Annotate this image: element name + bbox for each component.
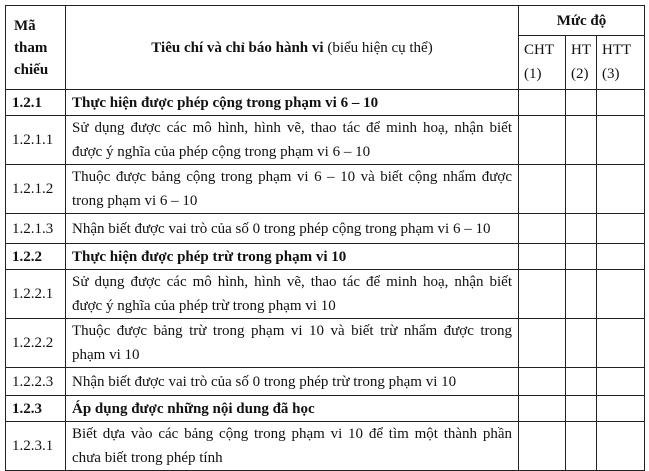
row-code: 1.2.3.1 xyxy=(6,422,66,471)
row-code: 1.2.3 xyxy=(6,396,66,422)
level-cell-htt[interactable] xyxy=(597,368,645,396)
row-criteria: Thuộc được bảng cộng trong phạm vi 6 – 10 và biết cộng nhẩm được trong phạm vi 6 – 10 xyxy=(66,165,519,214)
row-criteria: Nhận biết được vai trò của số 0 trong phép trừ trong phạm vi 10 xyxy=(66,368,519,396)
level-cell-htt[interactable] xyxy=(597,214,645,244)
level-cell-htt[interactable] xyxy=(597,270,645,319)
row-code: 1.2.2 xyxy=(6,244,66,270)
row-code: 1.2.2.2 xyxy=(6,319,66,368)
table-row xyxy=(6,396,645,422)
table-row xyxy=(6,368,645,396)
table-row xyxy=(6,214,645,244)
level-cell-ht[interactable] xyxy=(566,396,597,422)
row-code: 1.2.1.2 xyxy=(6,165,66,214)
level-cell-cht[interactable] xyxy=(519,116,566,165)
level-cell-cht[interactable] xyxy=(519,319,566,368)
level-cell-ht[interactable] xyxy=(566,116,597,165)
row-criteria: Sử dụng được các mô hình, hình vẽ, thao tác để minh hoạ, nhận biết được ý nghĩa của phép cộng trong phạm vi 6 – 10 xyxy=(66,116,519,165)
level-cell-cht[interactable] xyxy=(519,270,566,319)
table-row xyxy=(6,165,645,214)
table-row xyxy=(6,319,645,368)
level-cell-ht[interactable] xyxy=(566,270,597,319)
level-cell-ht[interactable] xyxy=(566,244,597,270)
level-cell-cht[interactable] xyxy=(519,368,566,396)
level-cell-htt[interactable] xyxy=(597,319,645,368)
table-row xyxy=(6,90,645,116)
level-cell-htt[interactable] xyxy=(597,422,645,471)
level-cell-cht[interactable] xyxy=(519,214,566,244)
level-cell-ht[interactable] xyxy=(566,422,597,471)
level-cell-cht[interactable] xyxy=(519,396,566,422)
row-criteria: Áp dụng được những nội dung đã học xyxy=(66,396,519,422)
criteria-table xyxy=(5,5,645,471)
header-criteria xyxy=(66,6,519,90)
row-code: 1.2.1 xyxy=(6,90,66,116)
row-code: 1.2.2.3 xyxy=(6,368,66,396)
header-criteria-note: (biểu hiện cụ thể) xyxy=(323,39,433,56)
header-criteria-bold: Tiêu chí và chỉ báo hành vi xyxy=(151,39,324,56)
row-criteria: Thực hiện được phép trừ trong phạm vi 10 xyxy=(66,244,519,270)
header-level-htt: HTT (3) xyxy=(597,36,645,90)
level-cell-htt[interactable] xyxy=(597,116,645,165)
row-code: 1.2.1.1 xyxy=(6,116,66,165)
table-row xyxy=(6,422,645,471)
level-cell-ht[interactable] xyxy=(566,319,597,368)
row-criteria: Biết dựa vào các bảng cộng trong phạm vi 10 để tìm một thành phần chưa biết trong phép tính xyxy=(66,422,519,471)
row-criteria: Nhận biết được vai trò của số 0 trong phép cộng trong phạm vi 6 – 10 xyxy=(66,214,519,244)
level-cell-htt[interactable] xyxy=(597,396,645,422)
header-level-cht: CHT (1) xyxy=(519,36,566,90)
level-cell-cht[interactable] xyxy=(519,165,566,214)
level-cell-htt[interactable] xyxy=(597,244,645,270)
level-cell-ht[interactable] xyxy=(566,368,597,396)
level-cell-ht[interactable] xyxy=(566,214,597,244)
level-cell-htt[interactable] xyxy=(597,90,645,116)
level-cell-ht[interactable] xyxy=(566,165,597,214)
level-cell-cht[interactable] xyxy=(519,90,566,116)
table-row xyxy=(6,244,645,270)
level-cell-cht[interactable] xyxy=(519,422,566,471)
table-row xyxy=(6,116,645,165)
row-code: 1.2.1.3 xyxy=(6,214,66,244)
row-criteria: Sử dụng được các mô hình, hình vẽ, thao tác để minh hoạ, nhận biết được ý nghĩa của phép trừ trong phạm vi 10 xyxy=(66,270,519,319)
row-criteria: Thuộc được bảng trừ trong phạm vi 10 và biết trừ nhẩm được trong phạm vi 10 xyxy=(66,319,519,368)
table-row xyxy=(6,270,645,319)
row-criteria: Thực hiện được phép cộng trong phạm vi 6 – 10 xyxy=(66,90,519,116)
row-code: 1.2.2.1 xyxy=(6,270,66,319)
header-level: Mức độ xyxy=(519,6,645,36)
level-cell-ht[interactable] xyxy=(566,90,597,116)
header-level-ht: HT (2) xyxy=(566,36,597,90)
level-cell-htt[interactable] xyxy=(597,165,645,214)
level-cell-cht[interactable] xyxy=(519,244,566,270)
header-code: Mã tham chiếu xyxy=(6,6,66,90)
